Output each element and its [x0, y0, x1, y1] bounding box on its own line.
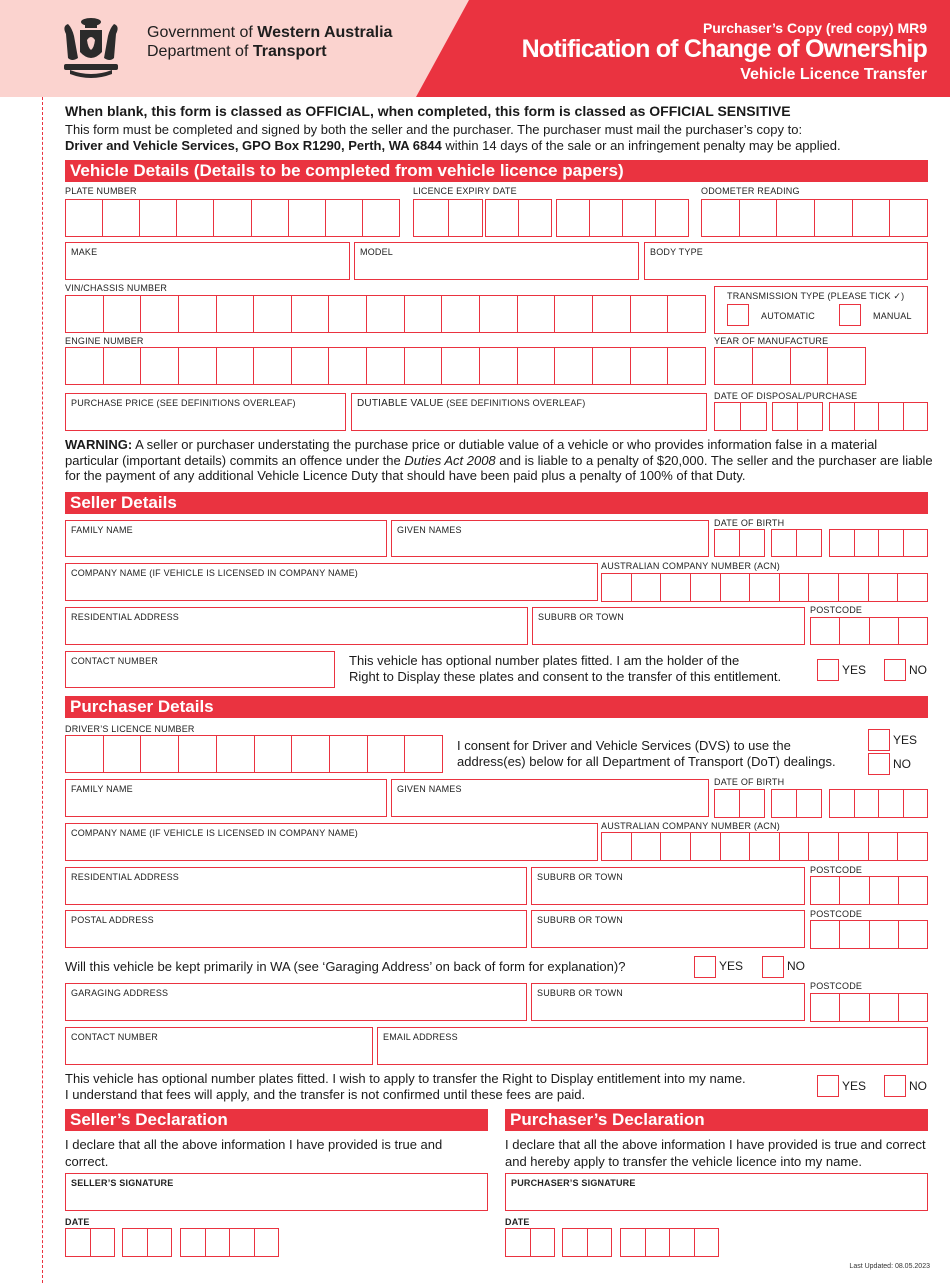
disposal-day-input[interactable] — [714, 402, 767, 431]
licence-expiry-label: LICENCE EXPIRY DATE — [413, 186, 517, 196]
automatic-checkbox[interactable] — [727, 304, 749, 326]
intro-text: This form must be completed and signed by both the seller and the purchaser. The purchaser must mail the purchaser’s copy to: Driver and Vehicle Services, GPO Box R1290, Perth, WA 6844 within 14 days of the sale or an infringement penalty may be applied. — [65, 122, 841, 153]
seller-postcode-input[interactable] — [810, 617, 928, 645]
engine-label: ENGINE NUMBER — [65, 336, 144, 346]
last-updated: Last Updated: 08.05.2023 — [849, 1263, 930, 1270]
seller-dob-year-input[interactable] — [829, 529, 928, 557]
purchaser-plates-no-label: NO — [909, 1079, 927, 1093]
copy-label: Purchaser’s Copy (red copy) MR9 — [702, 20, 927, 36]
tear-line — [42, 97, 43, 1283]
purchaser-date-year-input[interactable] — [620, 1228, 719, 1257]
drivers-licence-label: DRIVER’S LICENCE NUMBER — [65, 724, 195, 734]
year-of-manufacture-input[interactable] — [714, 347, 866, 385]
seller-dob-day-input[interactable] — [714, 529, 765, 557]
garaging-question: Will this vehicle be kept primarily in WA (see ‘Garaging Address’ on back of form for explanation)? — [65, 959, 626, 974]
dutiable-value-label: DUTIABLE VALUE (SEE DEFINITIONS OVERLEAF) — [357, 398, 586, 409]
seller-given-names-label: GIVEN NAMES — [397, 525, 462, 535]
odometer-label: ODOMETER READING — [701, 186, 800, 196]
purchaser-signature-field[interactable] — [505, 1173, 928, 1211]
seller-dob-month-input[interactable] — [771, 529, 822, 557]
disposal-date-label: DATE OF DISPOSAL/PURCHASE — [714, 391, 858, 401]
seller-residential-address-label: RESIDENTIAL ADDRESS — [71, 612, 179, 622]
licence-expiry-year-input[interactable] — [556, 199, 689, 237]
department-name: Department of Transport — [147, 43, 327, 60]
purchaser-residential-suburb-label: SUBURB OR TOWN — [537, 872, 623, 882]
seller-signature-label: SELLER’S SIGNATURE — [71, 1178, 174, 1188]
seller-plates-text: This vehicle has optional number plates fitted. I am the holder of the Right to Display these plates and consent to the transfer of this entitlement. — [349, 653, 782, 684]
garaging-yes-checkbox[interactable] — [694, 956, 716, 978]
garaging-suburb-input[interactable] — [531, 983, 805, 1021]
garaging-suburb-label: SUBURB OR TOWN — [537, 988, 623, 998]
make-label: MAKE — [71, 247, 98, 257]
seller-signature-field[interactable] — [65, 1173, 488, 1211]
purchaser-signature-label: PURCHASER’S SIGNATURE — [511, 1178, 636, 1188]
purchaser-residential-address-input[interactable] — [65, 867, 527, 905]
model-label: MODEL — [360, 247, 394, 257]
seller-company-name-label: COMPANY NAME (IF VEHICLE IS LICENSED IN COMPANY NAME) — [71, 568, 358, 578]
vin-input[interactable] — [65, 295, 706, 333]
seller-date-label: DATE — [65, 1217, 90, 1227]
purchaser-residential-suburb-input[interactable] — [531, 867, 805, 905]
seller-dob-label: DATE OF BIRTH — [714, 518, 785, 528]
engine-input[interactable] — [65, 347, 706, 385]
manual-label: MANUAL — [873, 311, 912, 321]
odometer-input[interactable] — [701, 199, 928, 237]
seller-suburb-input[interactable] — [532, 607, 805, 645]
purchaser-postal-postcode-input[interactable] — [810, 920, 928, 949]
dvs-consent-text: I consent for Driver and Vehicle Services (DVS) to use the address(es) below for all Department of Transport (DoT) dealings. — [457, 738, 836, 769]
seller-declaration-heading: Seller’s Declaration — [65, 1109, 488, 1131]
purchaser-postal-suburb-label: SUBURB OR TOWN — [537, 915, 623, 925]
purchaser-given-names-label: GIVEN NAMES — [397, 784, 462, 794]
seller-plates-yes-label: YES — [842, 663, 867, 677]
purchaser-postal-address-label: POSTAL ADDRESS — [71, 915, 154, 925]
seller-residential-address-input[interactable] — [65, 607, 528, 645]
seller-declaration-text: I declare that all the above information I have provided is true and correct. — [65, 1137, 443, 1169]
purchaser-plates-yes-label: YES — [842, 1079, 867, 1093]
seller-contact-number-label: CONTACT NUMBER — [71, 656, 158, 666]
form-subtitle: Vehicle Licence Transfer — [740, 66, 927, 83]
garaging-no-label: NO — [787, 959, 805, 973]
body-type-label: BODY TYPE — [650, 247, 703, 257]
dvs-consent-yes-label: YES — [893, 733, 918, 747]
seller-acn-label: AUSTRALIAN COMPANY NUMBER (ACN) — [601, 561, 780, 571]
garaging-postcode-input[interactable] — [810, 993, 928, 1022]
seller-company-name-input[interactable] — [65, 563, 598, 601]
purchaser-date-day-input[interactable] — [505, 1228, 555, 1257]
purchaser-contact-number-input[interactable] — [65, 1027, 373, 1065]
purchaser-declaration-heading: Purchaser’s Declaration — [505, 1109, 928, 1131]
warning-text: WARNING: A seller or purchaser understating the purchase price or dutiable value of a vehicle or who provides information false in a material particular (important details) commits an offence under the Duties Act 2008 and is liable to a penalty of $20,000. The seller and the purchaser are liable for the payment of any additional Vehicle Licence Duty that should have been paid plus a penalty of 100% of that Duty. — [65, 437, 933, 483]
automatic-label: AUTOMATIC — [761, 311, 815, 321]
purchase-price-input[interactable] — [65, 393, 346, 431]
purchaser-residential-postcode-input[interactable] — [810, 876, 928, 905]
seller-postcode-label: POSTCODE — [810, 605, 863, 615]
seller-family-name-input[interactable] — [65, 520, 387, 557]
seller-contact-number-input[interactable] — [65, 651, 335, 688]
purchaser-details-heading: Purchaser Details — [65, 696, 928, 718]
purchaser-email-label: EMAIL ADDRESS — [383, 1032, 458, 1042]
disposal-year-input[interactable] — [829, 402, 928, 431]
purchaser-date-month-input[interactable] — [562, 1228, 612, 1257]
seller-plates-no-label: NO — [909, 663, 927, 677]
classification-notice: When blank, this form is classed as OFFICIAL, when completed, this form is classed as OFFICIAL SENSITIVE — [65, 103, 791, 119]
disposal-month-input[interactable] — [772, 402, 823, 431]
seller-given-names-input[interactable] — [391, 520, 709, 557]
purchaser-declaration-text: I declare that all the above information I have provided is true and correct and hereby apply to transfer the vehicle licence into my name. — [505, 1137, 926, 1169]
purchaser-dob-label: DATE OF BIRTH — [714, 777, 785, 787]
seller-plates-no-checkbox[interactable] — [884, 659, 906, 681]
garaging-no-checkbox[interactable] — [762, 956, 784, 978]
drivers-licence-input[interactable] — [65, 735, 443, 773]
garaging-address-input[interactable] — [65, 983, 527, 1021]
plate-number-input[interactable] — [65, 199, 400, 237]
form-title: Notification of Change of Ownership — [521, 35, 927, 63]
purchaser-family-name-input[interactable] — [65, 779, 387, 817]
purchaser-email-input[interactable] — [377, 1027, 928, 1065]
year-of-manufacture-label: YEAR OF MANUFACTURE — [714, 336, 829, 346]
seller-acn-input[interactable] — [601, 573, 928, 602]
government-name: Government of Western Australia — [147, 24, 393, 41]
purchaser-dob-month-input[interactable] — [771, 789, 822, 818]
transmission-group — [714, 286, 928, 334]
coat-of-arms-icon — [56, 14, 126, 80]
purchaser-plates-yes-checkbox[interactable] — [817, 1075, 839, 1097]
dvs-consent-yes-checkbox[interactable] — [868, 729, 890, 751]
purchaser-contact-number-label: CONTACT NUMBER — [71, 1032, 158, 1042]
purchaser-family-name-label: FAMILY NAME — [71, 784, 133, 794]
model-input[interactable] — [354, 242, 639, 280]
purchaser-company-name-input[interactable] — [65, 823, 598, 861]
purchaser-acn-input[interactable] — [601, 832, 928, 861]
vehicle-details-heading: Vehicle Details (Details to be completed from vehicle licence papers) — [65, 160, 928, 182]
seller-date-year-input[interactable] — [180, 1228, 279, 1257]
dvs-consent-no-checkbox[interactable] — [868, 753, 890, 775]
garaging-address-label: GARAGING ADDRESS — [71, 988, 169, 998]
dutiable-value-input[interactable] — [351, 393, 707, 431]
seller-details-heading: Seller Details — [65, 492, 928, 514]
garaging-yes-label: YES — [719, 959, 744, 973]
purchaser-company-name-label: COMPANY NAME (IF VEHICLE IS LICENSED IN COMPANY NAME) — [71, 828, 358, 838]
seller-family-name-label: FAMILY NAME — [71, 525, 133, 535]
manual-checkbox[interactable] — [839, 304, 861, 326]
plate-number-label: PLATE NUMBER — [65, 186, 137, 196]
purchase-price-label: PURCHASE PRICE (SEE DEFINITIONS OVERLEAF) — [71, 398, 296, 408]
licence-expiry-day-input[interactable] — [413, 199, 483, 237]
seller-suburb-label: SUBURB OR TOWN — [538, 612, 624, 622]
purchaser-dob-year-input[interactable] — [829, 789, 928, 818]
garaging-postcode-label: POSTCODE — [810, 981, 863, 991]
purchaser-plates-no-checkbox[interactable] — [884, 1075, 906, 1097]
seller-plates-yes-checkbox[interactable] — [817, 659, 839, 681]
purchaser-dob-day-input[interactable] — [714, 789, 765, 818]
purchaser-residential-address-label: RESIDENTIAL ADDRESS — [71, 872, 179, 882]
seller-date-month-input[interactable] — [122, 1228, 172, 1257]
purchaser-postal-address-input[interactable] — [65, 910, 527, 948]
purchaser-postal-suburb-input[interactable] — [531, 910, 805, 948]
transmission-label: TRANSMISSION TYPE (PLEASE TICK ✓) — [727, 291, 905, 301]
purchaser-given-names-input[interactable] — [391, 779, 709, 817]
licence-expiry-month-input[interactable] — [485, 199, 552, 237]
purchaser-acn-label: AUSTRALIAN COMPANY NUMBER (ACN) — [601, 821, 780, 831]
seller-date-day-input[interactable] — [65, 1228, 115, 1257]
purchaser-postal-postcode-label: POSTCODE — [810, 909, 863, 919]
purchaser-residential-postcode-label: POSTCODE — [810, 865, 863, 875]
dvs-consent-no-label: NO — [893, 757, 911, 771]
body-type-input[interactable] — [644, 242, 928, 280]
purchaser-plates-text: This vehicle has optional number plates fitted. I wish to apply to transfer the Right to Display entitlement into my name. I understand that fees will apply, and the transfer is not confirmed until these fees are paid. — [65, 1071, 746, 1102]
purchaser-date-label: DATE — [505, 1217, 530, 1227]
vin-label: VIN/CHASSIS NUMBER — [65, 283, 168, 293]
make-input[interactable] — [65, 242, 350, 280]
